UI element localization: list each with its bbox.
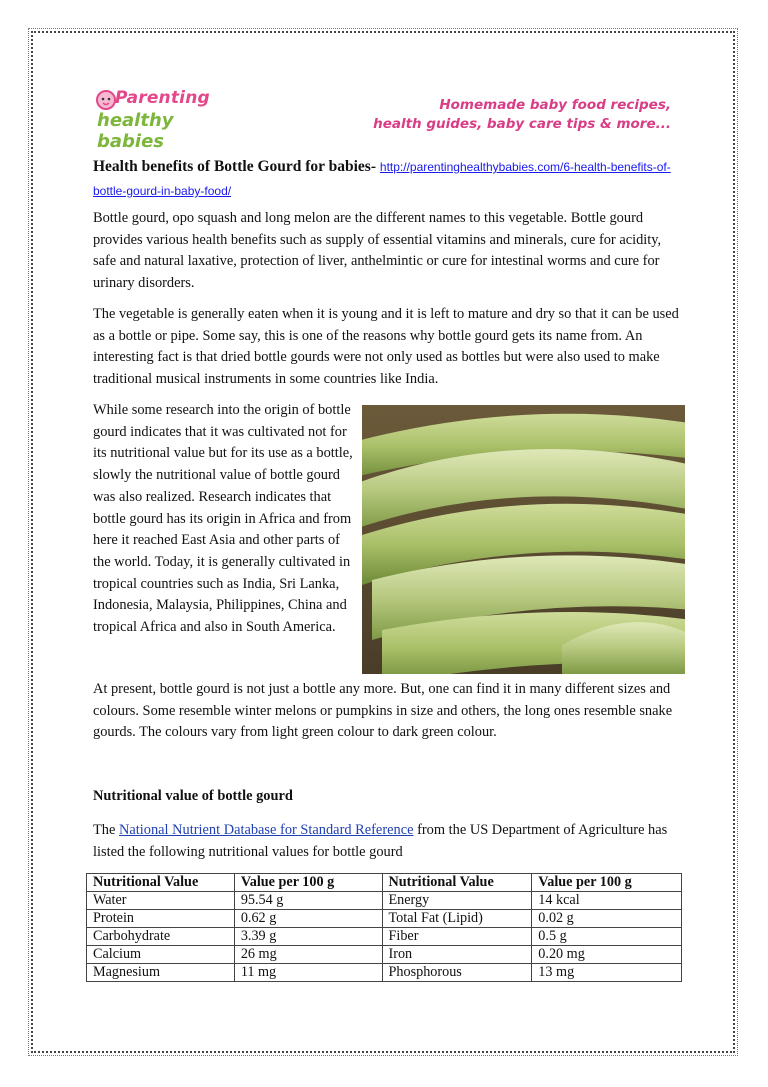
table-row <box>87 964 682 982</box>
table-cell: 0.5 g <box>532 928 682 946</box>
baby-face-icon <box>95 88 117 112</box>
table-row <box>87 892 682 910</box>
logo-text-parenting: Parenting <box>115 88 210 108</box>
table-cell: 0.62 g <box>234 910 382 928</box>
table-header-cell: Value per 100 g <box>234 874 382 892</box>
paragraph-intro: Bottle gourd, opo squash and long melon are the different names to this vegetable. Bottle gourd provides various health benefits such as supply of essential vitamins and minerals, cure for acidity, safe and natural laxative, protection of liver, anthelmintic or cure for intestinal worms and cure for urinary disorders. <box>93 210 662 292</box>
table-cell: Protein <box>87 910 235 928</box>
paragraph-varieties: At present, bottle gourd is not just a bottle any more. But, one can find it in many different sizes and colours. Some resemble winter melons or pumpkins in size and others, the long ones resemble snake gourds. The colours vary from light green colour to dark green colour. <box>93 681 673 741</box>
table-cell: Iron <box>382 946 532 964</box>
paragraph-usage: The vegetable is generally eaten when it is young and it is left to mature and dry so that it can be used as a bottle or pipe. Some say, this is one of the reasons why bottle gourd gets its name from. An interesting fact is that dried bottle gourds were not only used as bottles but were also used to make traditional musical instruments in some countries like India. <box>93 306 679 388</box>
nutrition-intro-after: from the US Department of Agriculture has listed the following nutritional values for bottle gourd <box>93 822 668 860</box>
table-cell: 95.54 g <box>234 892 382 910</box>
article-title <box>93 155 683 203</box>
table-cell: Phosphorous <box>382 964 532 982</box>
site-logo[interactable] <box>95 88 225 152</box>
article-source-link[interactable]: http://parentinghealthybabies.com/6-health-benefits-of-bottle-gourd-in-baby-food/ <box>93 160 671 198</box>
bottle-gourd-photo <box>362 405 685 674</box>
table-header-cell: Value per 100 g <box>532 874 682 892</box>
table-cell: 0.02 g <box>532 910 682 928</box>
table-cell: 3.39 g <box>234 928 382 946</box>
site-tagline <box>373 96 671 134</box>
table-row <box>87 910 682 928</box>
table-cell: Total Fat (Lipid) <box>382 910 532 928</box>
table-header-cell: Nutritional Value <box>87 874 235 892</box>
table-cell: Magnesium <box>87 964 235 982</box>
logo-text-healthy-babies: healthy babies <box>97 110 174 152</box>
table-cell: 13 mg <box>532 964 682 982</box>
table-cell: Carbohydrate <box>87 928 235 946</box>
table-cell: 11 mg <box>234 964 382 982</box>
table-cell: Water <box>87 892 235 910</box>
nutrition-intro <box>93 820 685 863</box>
nutrition-table <box>86 873 682 982</box>
table-header-cell: Nutritional Value <box>382 874 532 892</box>
table-cell: Calcium <box>87 946 235 964</box>
nutrition-heading: Nutritional value of bottle gourd <box>93 788 293 804</box>
article-title-text: Health benefits of Bottle Gourd for babies- <box>93 158 377 175</box>
table-cell: 0.20 mg <box>532 946 682 964</box>
table-cell: Energy <box>382 892 532 910</box>
paragraph-origin: While some research into the origin of bottle gourd indicates that it was cultivated not for its nutritional value but for its use as a bottle, slowly the nutritional value of bottle gourd was also realized. Research indicates that bottle gourd has its origin in Africa and from here it reached East Asia and other parts of the world. Today, it is generally cultivated in tropical countries such as India, Sri Lanka, Indonesia, Malaysia, Philippines, China and tropical Africa and also in South America. <box>93 402 353 636</box>
table-cell: 26 mg <box>234 946 382 964</box>
table-header-row <box>87 874 682 892</box>
table-row <box>87 946 682 964</box>
table-cell: Fiber <box>382 928 532 946</box>
nutrition-intro-before: The <box>93 822 119 838</box>
tagline-line-1: Homemade baby food recipes, <box>439 97 671 113</box>
table-cell: 14 kcal <box>532 892 682 910</box>
nutrient-database-link[interactable]: National Nutrient Database for Standard Reference <box>118 822 414 838</box>
tagline-line-2: health guides, baby care tips & more... <box>373 116 671 132</box>
table-row <box>87 928 682 946</box>
